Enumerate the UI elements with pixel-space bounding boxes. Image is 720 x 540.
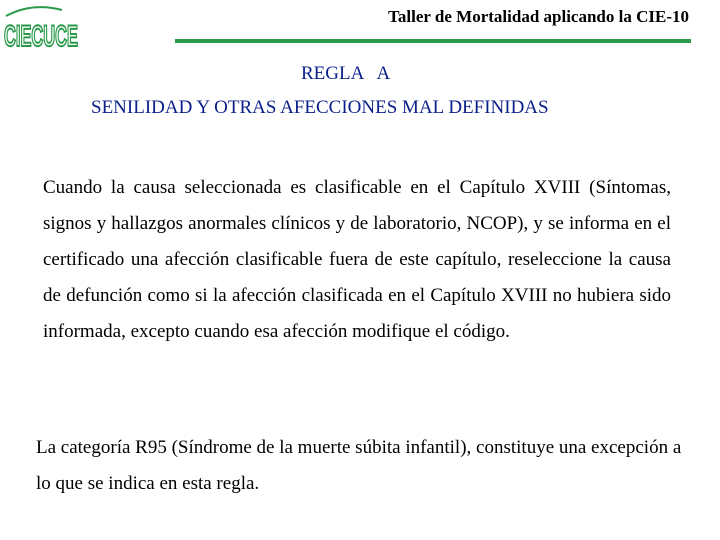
header-title: Taller de Mortalidad aplicando la CIE-10 [388, 7, 689, 26]
rule-description: Cuando la causa seleccionada es clasificable en el Capítulo XVIII (Síntomas, signos y hallazgos anormales clínicos y de laboratorio, NCOP), y se informa en el certificado una afección clasificable fuera de este capítulo, reseleccione la causa de defunción como si la afección clasificada en el Capítulo XVIII no hubiera sido informada, excepto cuando esa afección modifique el código. [43, 177, 671, 342]
ciecuce-logo [2, 2, 80, 52]
rule-subtitle: SENILIDAD Y OTRAS AFECCIONES MAL DEFINIDAS [91, 97, 549, 118]
logo-lettering: CIECUCE [4, 20, 78, 53]
exception-note: La categoría R95 (Síndrome de la muerte súbita infantil), constituye una excepción a lo que se indica en esta regla. [36, 437, 682, 494]
header-divider [175, 39, 691, 43]
rule-title: REGLA A [301, 63, 391, 84]
